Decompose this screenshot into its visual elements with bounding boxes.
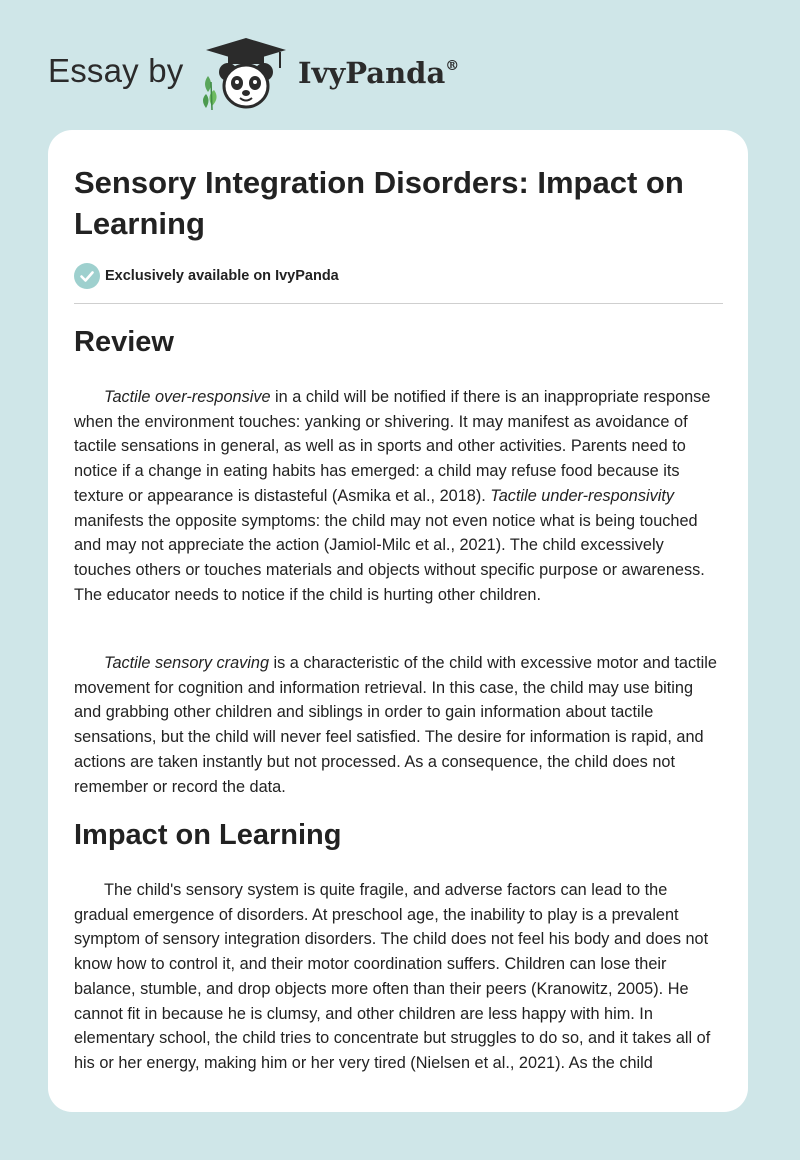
paragraph-text: is a characteristic of the child with excessive motor and tactile movement for cognition and information retrieval. In this case, the child may use biting and grabbing other children and siblings in order to gain information about tactile sensations, but the child will never feel satisfied. The desire for information is rapid, and actions are taken instantly but not processed. As a consequence, the child does not remember or record the data. [74,654,717,796]
divider [74,303,723,304]
italic-term: Tactile under-responsivity [490,486,675,505]
section-heading-review: Review [74,326,174,358]
essay-card [48,130,748,1112]
paragraph-text: manifests the opposite symptoms: the child may not even notice what is being touched and may not appreciate the action (Jamiol-Milc et al., 2021). The child excessively touches others or touches materials and objects without specific purpose or awareness. The educator needs to notice if the child is hurting other children. [74,511,705,604]
essay-by-label: Essay by [48,52,184,89]
section-heading-impact-on-learning: Impact on Learning [74,819,342,851]
check-circle-icon [74,263,100,289]
exclusive-badge [74,263,339,289]
paragraph [74,651,724,799]
italic-term: Tactile sensory craving [104,654,269,672]
panda-graduate-icon[interactable] [198,34,294,114]
italic-term: Tactile over-responsive [104,388,271,406]
brand-logo-text[interactable] [298,56,459,90]
brand-name: IvyPanda [298,56,446,90]
paragraph-text: The child's sensory system is quite fragile, and adverse factors can lead to the gradual emergence of disorders. At preschool age, the inability to play is a prevalent symptom of sensory integration disorders. The child does not feel his body and does not know how to control it, and their motor coordination suffers. Children can lose their balance, stumble, and drop objects more often than their peers (Kranowitz, 2005). He cannot fit in because he is clumsy, and other children are less happy with him. In elementary school, the child tries to concentrate but struggles to do so, and it takes all of his or her energy, making him or her very tired (Nielsen et al., 2021). As the child [74,881,711,1072]
paragraph [74,878,724,1076]
paragraph-text: in a child will be notified if there is an inappropriate response when the environment touches: yanking or shivering. It may manifest as avoidance of tactile sensations in general, as well as in sports and other activities. Parents need to notice if a change in eating habits has emerged: a child may refuse food because its texture or appearance is distasteful (Asmika et al., 2018). [74,388,711,505]
exclusive-badge-label: Exclusively available on IvyPanda [105,268,339,284]
registered-mark: ® [445,58,460,74]
page-title: Sensory Integration Disorders: Impact on Learning [74,165,684,241]
paragraph [74,385,724,607]
site-header [48,34,748,114]
